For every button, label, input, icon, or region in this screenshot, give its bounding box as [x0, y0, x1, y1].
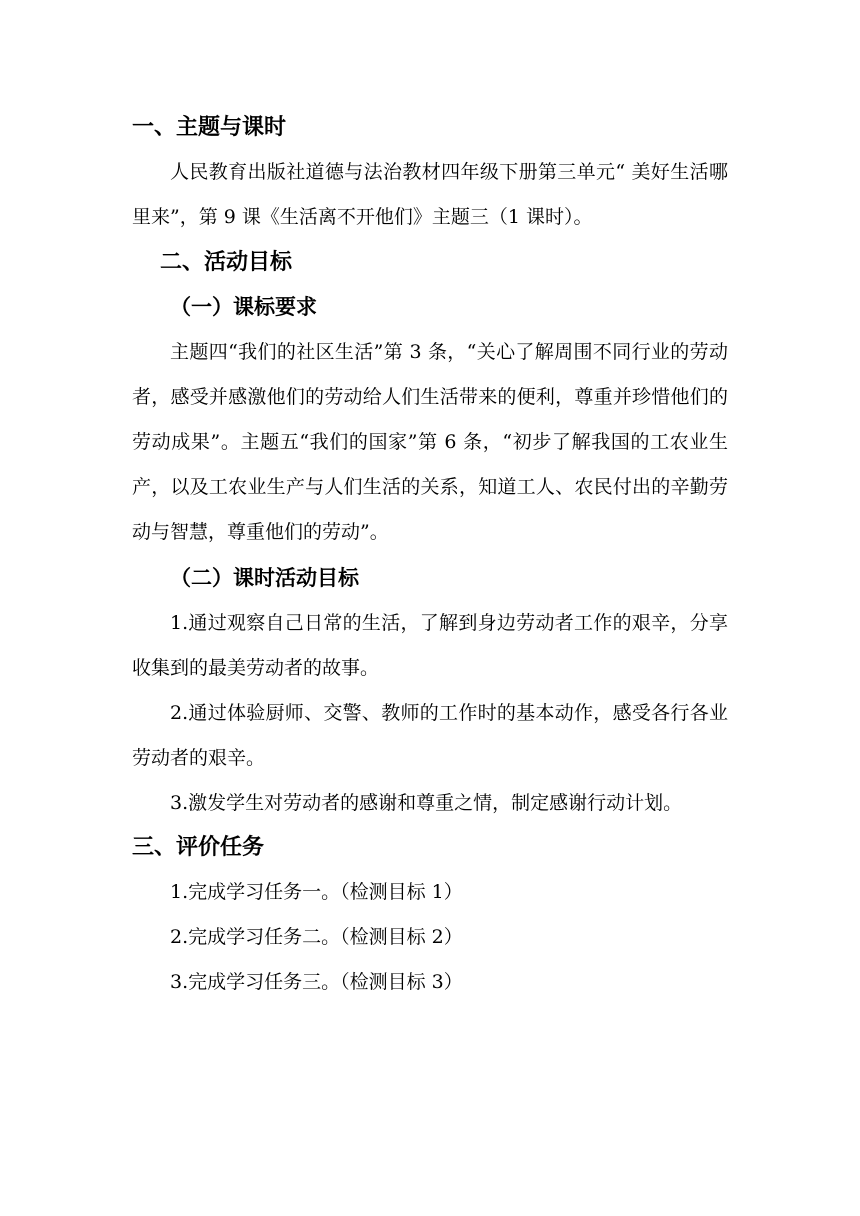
topic-paragraph: 人民教育出版社道德与法治教材四年级下册第三单元“ 美好生活哪里来”，第 9 课《生活离不开他们》主题三（1 课时）。: [132, 161, 728, 228]
objective-item-2: 2.通过体验厨师、交警、教师的工作时的基本动作，感受各行各业劳动者的艰辛。: [132, 702, 728, 769]
subheading-lesson-objectives: （二）课时活动目标: [170, 566, 359, 590]
section-heading-evaluation: 三、评价任务: [132, 835, 265, 860]
evaluation-item-2: 2.完成学习任务二。（检测目标 2）: [170, 926, 463, 948]
curriculum-paragraph: 主题四“我们的社区生活”第 3 条，“关心了解周围不同行业的劳动者，感受并感激他们的劳动给人们生活带来的便利，尊重并珍惜他们的劳动成果”。主题五“我们的国家”第 6 条，“初步了解我国的工农业生产，以及工农业生产与人们生活的关系，知道工人、农民付出的辛勤劳动与智慧，尊重他们的劳动”。: [132, 341, 728, 543]
subheading-curriculum-requirements: （一）课标要求: [170, 295, 317, 319]
section-heading-topic: 一、主题与课时: [132, 115, 287, 140]
evaluation-item-3: 3.完成学习任务三。（检测目标 3）: [170, 971, 463, 993]
evaluation-item-1: 1.完成学习任务一。（检测目标 1）: [170, 881, 463, 903]
section-heading-objectives: 二、活动目标: [160, 250, 293, 275]
objective-item-3: 3.激发学生对劳动者的感谢和尊重之情，制定感谢行动计划。: [170, 792, 683, 814]
objective-item-1: 1.通过观察自己日常的生活，了解到身边劳动者工作的艰辛，分享收集到的最美劳动者的故事。: [132, 612, 728, 679]
